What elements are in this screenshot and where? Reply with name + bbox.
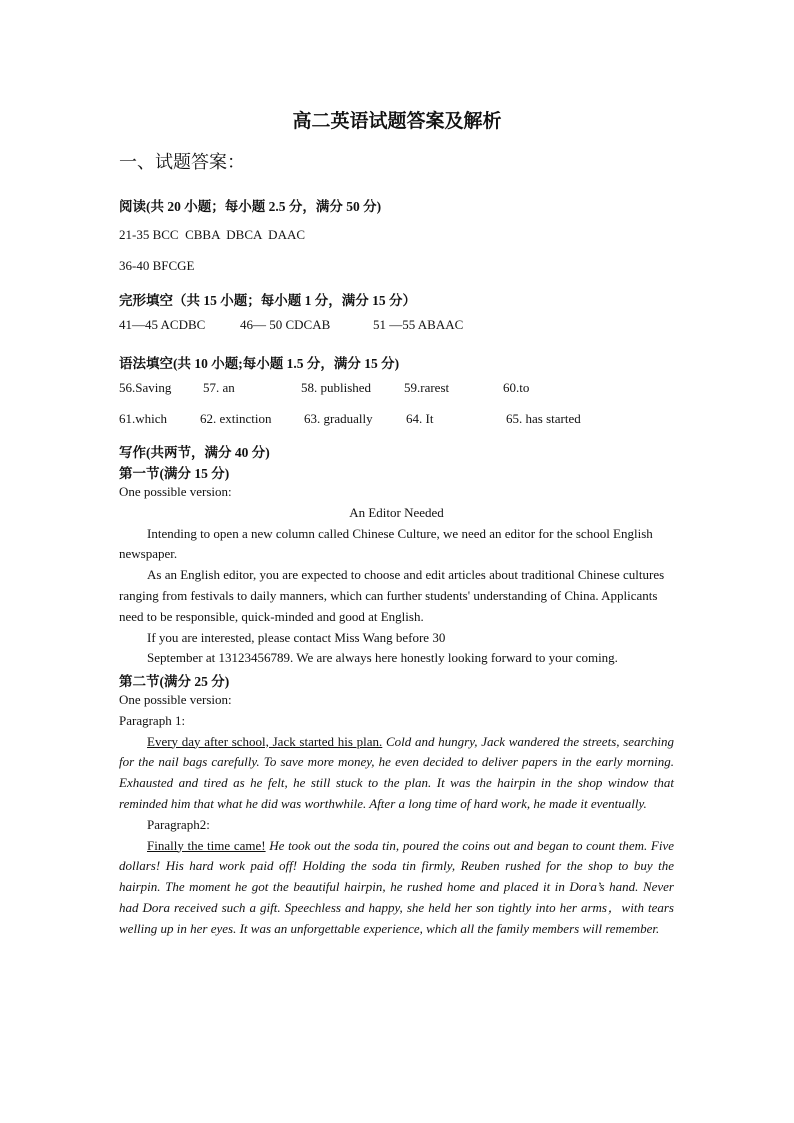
writing-part1-heading: 第一节(满分 15 分) xyxy=(119,466,230,481)
cloze-answer: 41—45 ACDBC xyxy=(119,317,206,332)
essay-paragraph: Intending to open a new column called Chinese Culture, we need an editor for the school English newspaper. xyxy=(119,525,653,562)
grammar-answer: 65. has started xyxy=(506,411,581,426)
cloze-answer: 46— 50 CDCAB xyxy=(240,317,331,332)
writing-part2-essay xyxy=(119,690,674,940)
essay-paragraph: September at 13123456789. We are always here honestly looking forward to your coming. xyxy=(147,650,618,666)
section-heading-answers: 一、试题答案： xyxy=(119,152,245,172)
page-title: 高二英语试题答案及解析 xyxy=(292,111,502,132)
story-paragraph-1 xyxy=(119,732,674,815)
writing-part1-essay xyxy=(119,482,674,669)
grammar-answer: 60.to xyxy=(503,380,530,395)
grammar-answer: 63. gradually xyxy=(304,411,373,426)
grammar-answer: 56.Saving xyxy=(119,380,172,395)
grammar-heading: 语法填空(共 10 小题;每小题 1.5 分，满分 15 分) xyxy=(119,356,400,371)
story-paragraph-2 xyxy=(119,836,674,940)
grammar-answer: 64. It xyxy=(406,411,434,426)
paragraph-body: He took out the soda tin, poured the coins out and began to count them. Five dollars! His hard work paid off! Holding the soda tin firmly, Reuben rushed for the shop to buy the hairpin. The moment he got the beautiful hairpin, he rushed home and placed it in Dora’s hand. Never had Dora received such a gift. Speechless and happy, she held her son tightly into her arms，with tears welling up in her eyes. It was an unforgettable experience, which all the family members will remember. xyxy=(119,837,674,936)
paragraph-label: Paragraph2: xyxy=(147,816,210,832)
reading-answers-2: 36-40 BFCGE xyxy=(119,258,195,273)
essay-paragraph: As an English editor, you are expected to choose and edit articles about traditional Chinese cultures ranging from festivals to daily manners, which can further students' understanding of China. Applicants need to be responsible, quick-minded and good at English. xyxy=(119,567,665,624)
writing-part2-heading: 第二节(满分 25 分) xyxy=(119,674,230,689)
cloze-answer: 51 —55 ABAAC xyxy=(373,317,464,332)
essay-intro: One possible version: xyxy=(119,484,232,499)
grammar-answer: 62. extinction xyxy=(200,411,272,426)
reading-answers-1: 21-35 BCC CBBA DBCA DAAC xyxy=(119,227,306,242)
grammar-answer: 57. an xyxy=(203,380,235,395)
grammar-answer: 61.which xyxy=(119,411,168,426)
paragraph-lead: Finally the time came! xyxy=(147,837,266,853)
essay-title: An Editor Needed xyxy=(349,504,444,520)
grammar-answer: 59.rarest xyxy=(404,380,450,395)
cloze-heading: 完形填空（共 15 小题；每小题 1 分，满分 15 分） xyxy=(119,293,416,308)
writing-heading: 写作(共两节，满分 40 分) xyxy=(119,445,270,460)
essay-paragraph: If you are interested, please contact Miss Wang before 30 xyxy=(147,629,446,645)
paragraph-body: Cold and hungry, Jack wandered the streets, searching for the nail bags carefully. To save more money, he even decided to deliver papers in the early morning. Exhausted and tired as he felt, he still stuck to the plan. It was the hairpin in the shop window that reminded him that what he did was worthwhile. After a long time of hard work, he made it eventually. xyxy=(119,733,674,811)
paragraph-lead: Every day after school, Jack started his plan. xyxy=(147,733,383,749)
paragraph-label: Paragraph 1: xyxy=(119,712,186,728)
reading-heading: 阅读(共 20 小题；每小题 2.5 分，满分 50 分) xyxy=(119,199,382,214)
grammar-answer: 58. published xyxy=(301,380,372,395)
essay-intro: One possible version: xyxy=(119,692,232,707)
